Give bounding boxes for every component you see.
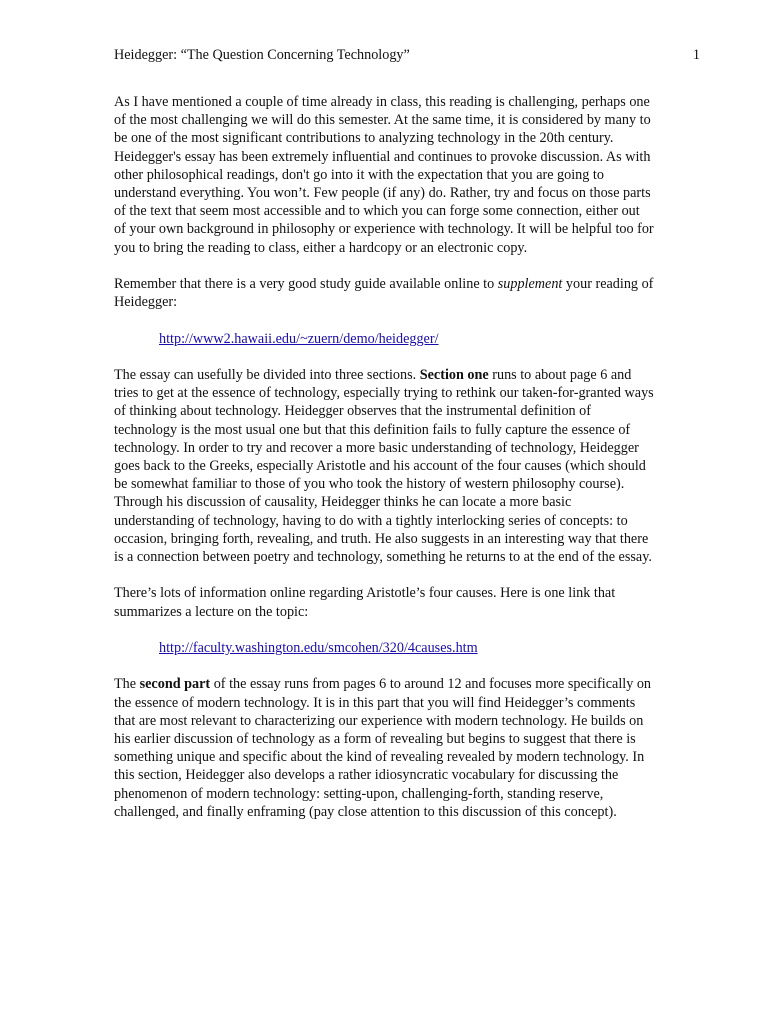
section-one-bold: Section one — [419, 367, 489, 383]
page-number: 1 — [692, 47, 700, 63]
second-part-bold: second part — [139, 676, 211, 693]
second-part-text-start: The — [114, 676, 140, 693]
paragraph-second-part — [114, 675, 654, 821]
document-body — [114, 93, 654, 839]
four-causes-link-line — [159, 639, 654, 657]
study-guide-link-line — [159, 330, 654, 348]
study-guide-text-end: your reading of Heidegger: — [114, 276, 654, 311]
supplement-emphasis: supplement — [497, 276, 563, 293]
four-causes-link[interactable]: http://faculty.washington.edu/smcohen/320/4causes.htm — [159, 640, 478, 657]
second-part-text-end: of the essay runs from pages 6 to around 12 and focuses more specifically on the essence of modern technology. It is in this part that you will find Heidegger’s comments that are most relevant to characterizing our experience with modern technology. He builds on his earlier discussion of technology as a form of revealing but begins to suggest that there is something unique and specific about the kind of revealing revealed by modern technology. In this section, Heidegger also develops a rather idiosyncratic vocabulary for discussing the phenomenon of modern technology: setting-upon, challenging-forth, standing reserve, challenged, and finally enframing (pay close attention to this discussion of this concept). — [114, 676, 652, 820]
paragraph-intro: As I have mentioned a couple of time already in class, this reading is challenging, perhaps one of the most challenging we will do this semester. At the same time, it is considered by many to be one of the most significant contributions to analyzing technology in the 20th century. Heidegger's essay has been extremely influential and continues to provoke discussion. As with other philosophical readings, don't go into it with the expectation that you are going to understand everything. You won’t. Few people (if any) do. Rather, try and focus on those parts of the text that seem most accessible and to which you can forge some connection, either out of your own background in philosophy or experience with technology. It will be helpful too for you to bring the reading to class, either a hardcopy or an electronic copy. — [114, 94, 654, 256]
paragraph-section-one — [114, 366, 654, 566]
section-one-text-end: runs to about page 6 and tries to get at the essence of technology, especially trying to rethink our taken-for-granted ways of thinking about technology. Heidegger observes that the instrumental definition of technology is the most usual one but that this definition fails to fully capture the essence of technology. In order to try and recover a more basic understanding of technology, Heidegger goes back to the Greeks, especially Aristotle and his account of the four causes (which should be somewhat familiar to those of you who took the history of western philosophy course). Through his discussion of causality, Heidegger thinks he can locate a more basic understanding of technology, having to do with a tightly interlocking series of concepts: to occasion, bringing forth, revealing, and truth. He also suggests in an interesting way that there is a connection between poetry and technology, something he returns to at the end of the essay. — [114, 367, 654, 566]
header-title: Heidegger: “The Question Concerning Technology” — [114, 47, 410, 63]
paragraph-four-causes: There’s lots of information online regarding Aristotle’s four causes. Here is one link that summarizes a lecture on the topic: — [114, 585, 616, 620]
paragraph-study-guide — [114, 275, 654, 311]
study-guide-link[interactable]: http://www2.hawaii.edu/~zuern/demo/heidegger/ — [159, 330, 439, 347]
section-one-text-start: The essay can usefully be divided into three sections. — [114, 367, 420, 383]
study-guide-text-start: Remember that there is a very good study guide available online to — [114, 276, 498, 293]
page-header — [114, 46, 700, 64]
